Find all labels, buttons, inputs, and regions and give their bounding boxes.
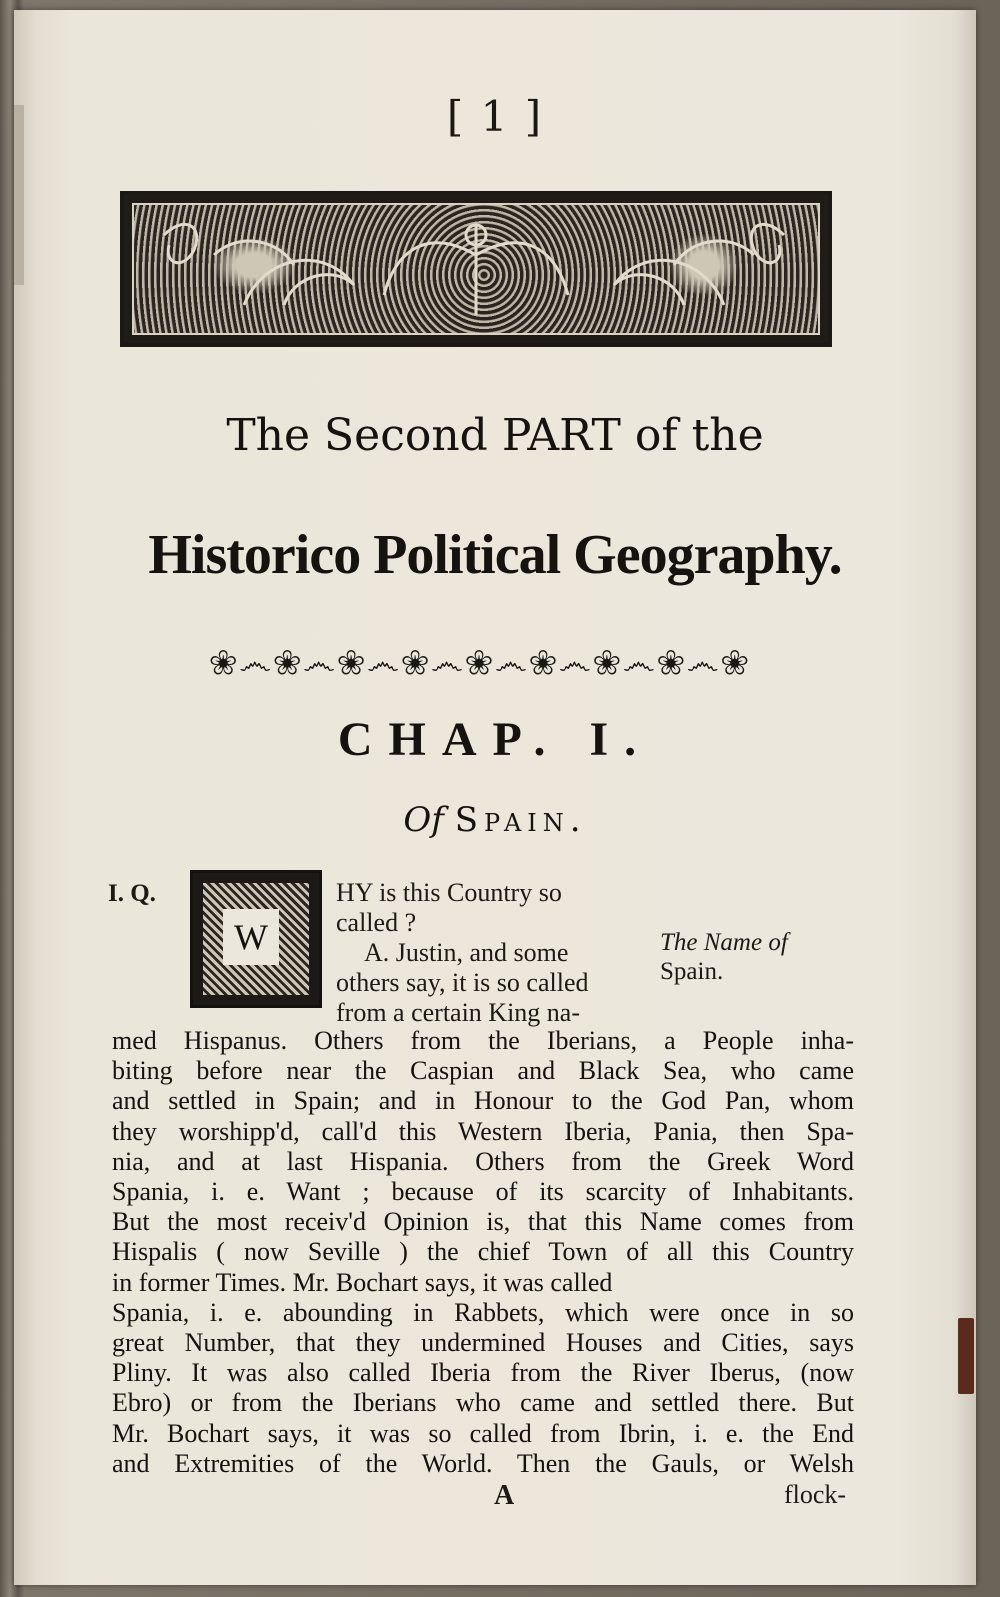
title-line-1: The Second PART of the <box>226 410 764 461</box>
margin-note-line: The Name of <box>660 929 788 956</box>
body-line: Hispalis ( now Seville ) the chief Town of all this Country <box>112 1237 854 1267</box>
body-line: and settled in Spain; and in Honour to the God Pan, whom <box>112 1086 854 1116</box>
margin-note <box>660 928 860 986</box>
body-line: Spania, i. e. Want ; because of its scarcity of Inhabitants. <box>112 1177 854 1207</box>
body-line: Mr. Bochart says, it was so called from Ibrin, i. e. the End <box>112 1418 854 1448</box>
body-line: they worshipp'd, call'd this Western Iberia, Pania, then Spa- <box>112 1116 854 1146</box>
title-line-2: Historico Political Geography. <box>148 524 842 586</box>
drop-cap-letter: W <box>223 909 279 965</box>
body-line: But the most receiv'd Opinion is, that this Name comes from <box>112 1207 854 1237</box>
opening-line: others say, it is so called <box>336 968 589 997</box>
question-number: I. Q. <box>108 880 156 907</box>
subtitle-of: Of <box>403 800 444 840</box>
headpiece-ornament <box>120 191 832 347</box>
drop-cap <box>190 870 322 1008</box>
chapter-heading: CHAP. I. <box>337 713 653 766</box>
body-line: Spania, i. e. abounding in Rabbets, which were once in so <box>112 1297 854 1327</box>
bookmark-tab <box>958 1318 974 1394</box>
opening-line: A. Justin, and some <box>364 938 569 967</box>
book-page <box>14 10 976 1585</box>
body-line: med Hispanus. Others from the Iberians, a People inha- <box>112 1026 854 1055</box>
body-line: Pliny. It was also called Iberia from the River Iberus, (now <box>112 1358 854 1388</box>
body-line: and Extremities of the World. Then the Gauls, or Welsh <box>112 1448 854 1478</box>
subtitle-place: Spain. <box>454 800 587 840</box>
opening-lines <box>336 878 636 1028</box>
opening-line: HY is this Country so <box>336 878 562 907</box>
body-line: in former Times. Mr. Bochart says, it was called <box>112 1267 613 1297</box>
body-line: Ebro) or from the Iberians who came and settled there. But <box>112 1388 854 1418</box>
catchword: flock- <box>784 1480 847 1509</box>
opening-line: called ? <box>336 908 417 937</box>
margin-note-line: Spain. <box>660 958 724 985</box>
signature-mark: A <box>494 1480 515 1511</box>
opening-line: from a certain King na- <box>336 998 581 1027</box>
body-line: biting before near the Caspian and Black Sea, who came <box>112 1056 854 1086</box>
bird-ornament-icon <box>124 195 828 343</box>
body-text <box>112 1026 854 1479</box>
body-line: great Number, that they undermined Houses and Cities, says <box>112 1328 854 1358</box>
page-number: [ 1 ] <box>446 92 544 141</box>
ornamental-rule: ❀෴❀෴❀෴❀෴❀෴❀෴❀෴❀෴❀ <box>209 643 751 683</box>
chapter-subtitle <box>14 800 976 840</box>
body-line: nia, and at last Hispania. Others from the Greek Word <box>112 1146 854 1176</box>
